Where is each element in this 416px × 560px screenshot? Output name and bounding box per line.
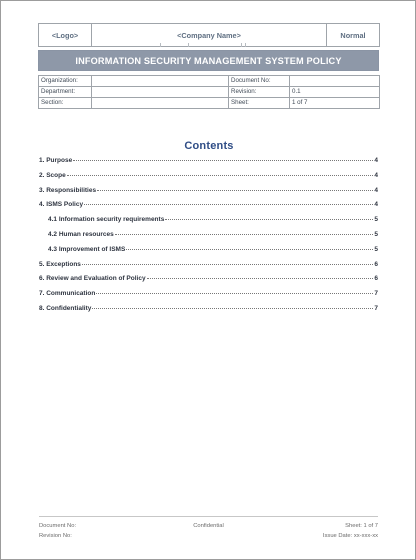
toc-leader-dots [126, 243, 373, 250]
page-footer [39, 521, 378, 541]
toc-item[interactable] [39, 155, 378, 165]
toc-subitem[interactable] [48, 214, 378, 224]
toc-subitem[interactable] [48, 244, 378, 254]
logo-placeholder: <Logo> [51, 30, 79, 40]
toc-item-label: 5. Exceptions [39, 261, 81, 268]
toc-leader-dots [84, 198, 373, 205]
footer-issue-date: Issue Date: xx-xxx-xx [322, 533, 378, 539]
company-name-cell [92, 24, 327, 47]
toc-item[interactable] [39, 273, 378, 283]
department-label: Department: [39, 87, 92, 98]
revision-value: 0.1 [290, 87, 380, 98]
toc-leader-dots [97, 184, 373, 191]
toc-subitem[interactable] [48, 229, 378, 239]
organization-value [92, 76, 229, 87]
toc-item-label: 4.3 Improvement of ISMS [48, 246, 126, 253]
toc-item[interactable] [39, 185, 378, 195]
toc-leader-dots [67, 169, 374, 176]
toc-item[interactable] [39, 259, 378, 269]
document-title: INFORMATION SECURITY MANAGEMENT SYSTEM POLICY [38, 50, 379, 71]
toc-item[interactable] [39, 199, 378, 209]
sheet-label: Sheet: [229, 98, 290, 109]
document-meta-table [38, 75, 380, 109]
toc-leader-dots [147, 272, 374, 279]
toc-leader-dots [115, 228, 374, 235]
footer-right [323, 521, 378, 541]
toc-item-page: 4 [374, 172, 378, 179]
toc-item-page: 4 [374, 157, 378, 164]
toc-item-label: 3. Responsibilities [39, 187, 97, 194]
revision-label: Revision: [229, 87, 290, 98]
logo-cell [39, 24, 92, 47]
organization-label: Organization: [39, 76, 92, 87]
document-no-label: Document No: [229, 76, 290, 87]
toc-item-page: 4 [374, 187, 378, 194]
footer-sheet: Sheet: 1 of 7 [345, 523, 378, 529]
toc-item[interactable] [39, 288, 378, 298]
document-no-value [290, 76, 380, 87]
toc-item-page: 5 [374, 231, 378, 238]
toc-item-page: 4 [374, 201, 378, 208]
toc-item-label: 4. ISMS Policy [39, 201, 84, 208]
footer-confidential: Confidential [193, 523, 224, 529]
toc-item-page: 5 [374, 246, 378, 253]
header-table [38, 23, 380, 47]
sheet-value: 1 of 7 [290, 98, 380, 109]
company-name: <Company Name> [177, 30, 241, 40]
toc-leader-dots [82, 258, 373, 265]
contents-heading: Contents [184, 140, 234, 152]
toc-leader-dots [92, 302, 373, 309]
toc-item-page: 7 [374, 305, 378, 312]
toc-item[interactable] [39, 303, 378, 313]
toc-item-label: 4.2 Human resources [48, 231, 114, 238]
toc-item-page: 7 [374, 290, 378, 297]
classification-cell [327, 24, 380, 47]
toc-item-label: 4.1 Information security requirements [48, 216, 165, 223]
department-value [92, 87, 229, 98]
toc-leader-dots [165, 213, 373, 220]
classification-label: Normal [340, 30, 366, 40]
toc-item-label: 1. Purpose [39, 157, 73, 164]
toc-item[interactable] [39, 170, 378, 180]
footer-revision-no: Revision No: [39, 533, 72, 539]
toc-item-label: 8. Confidentiality [39, 305, 92, 312]
toc-leader-dots [73, 154, 373, 161]
toc-item-page: 6 [374, 261, 378, 268]
toc-item-label: 6. Review and Evaluation of Policy [39, 275, 146, 282]
toc-item-page: 5 [374, 216, 378, 223]
footer-divider [39, 516, 378, 517]
section-value [92, 98, 229, 109]
toc-item-label: 2. Scope [39, 172, 66, 179]
toc-leader-dots [96, 287, 373, 294]
section-label: Section: [39, 98, 92, 109]
toc-item-page: 6 [374, 275, 378, 282]
footer-document-no: Document No: [39, 523, 77, 529]
toc-item-label: 7. Communication [39, 290, 96, 297]
